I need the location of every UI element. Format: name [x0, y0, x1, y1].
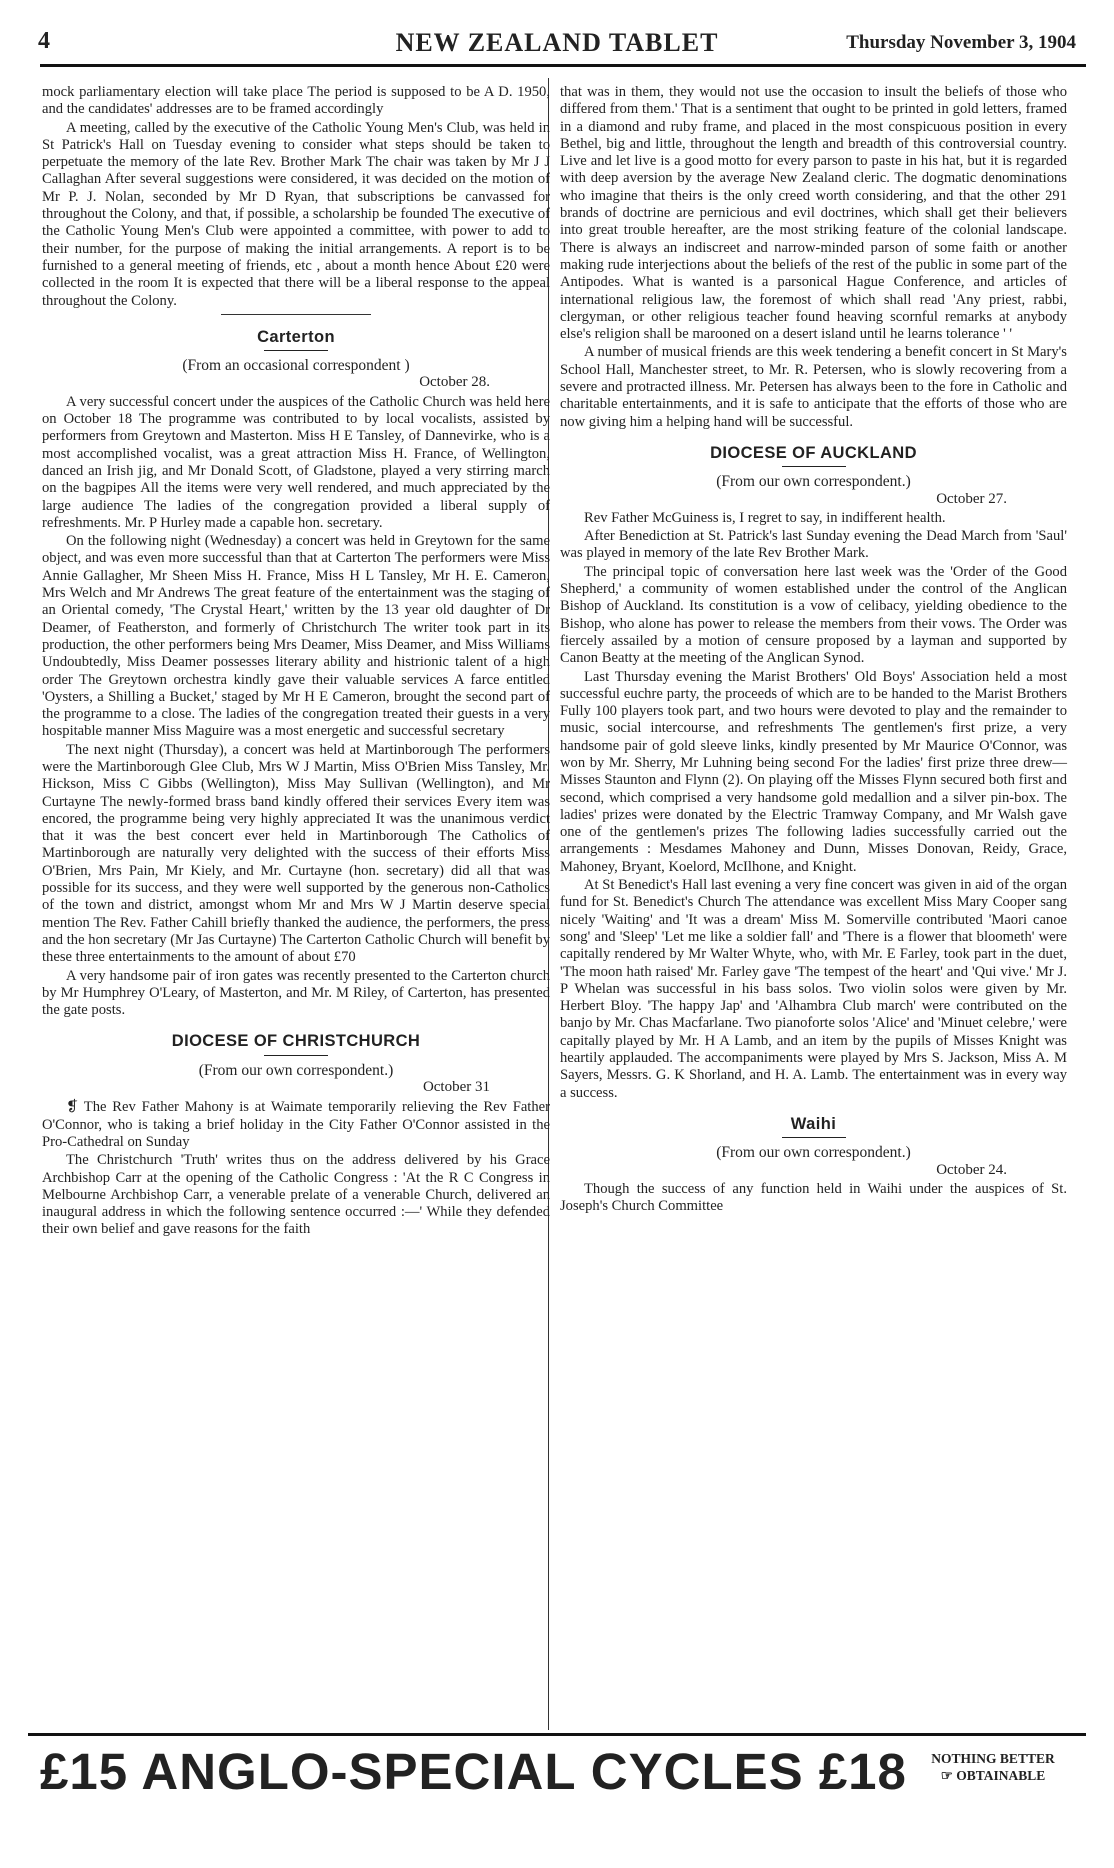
- title-rule: [264, 1055, 328, 1056]
- byline: (From our own correspondent.): [198, 1061, 394, 1079]
- masthead: NEW ZEALAND TABLET: [395, 28, 719, 57]
- article-paragraph: Though the success of any function held in Waihi under the auspices of St. Joseph's Church Committee: [560, 1180, 1067, 1215]
- paragraph-mark-icon: ❡: [66, 1098, 79, 1116]
- article-paragraph: The principal topic of conversation here last week was the 'Order of the Good Shepherd,' a community of women established under the control of the Anglican Bishop of Auckland. Its constitution is a vow of celibacy, yielding obedience to the Bishop, who alone has power to release the members from their vows. The Order was fiercely assailed by a motion of censure proposed by a layman and supported by Canon Beatty at the meeting of the Anglican Synod.: [560, 563, 1067, 667]
- dateline: October 28.: [419, 374, 490, 391]
- left-column: [42, 84, 550, 1240]
- article-paragraph: On the following night (Wednesday) a concert was held in Greytown for the same object, and was even more successful than that at Carterton The performers were Miss Annie Gallagher, Mr Sheen Miss H. France, Miss H L Tansley, Mr H. E. Cameron, Mrs Welch and Mr Andrews The great feature of the entertainment was the staging of an Oriental comedy, 'The Crystal Heart,' written by the 13 year old daughter of Dr Deamer, of Featherston, and formerly of Christchurch The writer took part in its production, the other performers being Mrs Deamer, Miss Deamer, and Miss Williams Undoubtedly, Miss Deamer possesses literary ability and histrionic talent of a high order The Greytown orchestra kindly gave their valuable services A farce entitled 'Oysters, a Shilling a Bucket,' staged by Mr H E Cameron, brought the second part of the programme to a close. The ladies of the congregation treated their guests in a very hospitable manner Miss Maguire was a most energetic and successful secretary: [42, 533, 550, 740]
- section-separator: [221, 314, 371, 315]
- section-title-carterton: Carterton: [257, 327, 335, 346]
- article-paragraph: After Benediction at St. Patrick's last Sunday evening the Dead March from 'Saul' was played in memory of the late Rev Brother Mark.: [560, 528, 1067, 562]
- issue-date: Thursday November 3, 1904: [846, 32, 1076, 53]
- tagline-line-1: NOTHING BETTER: [931, 1751, 1055, 1766]
- article-paragraph: The Christchurch 'Truth' writes thus on the address delivered by his Grace Archbishop Carr at the opening of the Catholic Congress : 'At the R C Congress in Melbourne Archbishop Carr, a venerable prelate of a venerable Church, delivered an inaugural address in which the following sentence occurred :—' While they defended their own belief and gave reasons for the faith: [42, 1152, 550, 1238]
- header-rule: [40, 64, 1086, 67]
- byline: (From an occasional correspondent ): [182, 357, 410, 375]
- footer-rule: [28, 1733, 1086, 1736]
- article-paragraph: that was in them, they would not use the occasion to insult the beliefs of those who differed from them.' That is a sentiment that ought to be printed in gold letters, framed in a diamond and ruby frame, and placed in the most conspicuous position in every Bethel, big and little, throughout the length and breadth of this controversial country. Live and let live is a good motto for every parson to paste in his hat, but it is regarded with deep aversion by the average New Zealand cleric. The dogmatic denominations who imagine that theirs is the only creed worth considering, and that the other 291 brands of doctrine are pernicious and evil doctrines, which shall get their believers into great trouble hereafter, are the most striking feature of the colonial landscape. There is always an indiscreet and narrow-minded parson of some faith or another making rude interjections about the beliefs of the rest of the public in some part of the Antipodes. What is wanted is a parsonical Hague Conference, and articles of international religious law, the foremost of which shall read 'Any priest, rabbi, clergyman, or other religious teacher found heaving scornful remarks at anybody else's religion shall be marooned on a desert island until he learns tolerance ' ': [560, 84, 1067, 343]
- article-paragraph: A very handsome pair of iron gates was recently presented to the Carterton church by Mr Humphrey O'Leary, of Masterton, and Mr. M Riley, of Carterton, has presented the gate posts.: [42, 967, 550, 1019]
- dateline: October 24.: [936, 1161, 1007, 1178]
- byline: (From our own correspondent.): [716, 1144, 911, 1162]
- tagline-line-2: ☞ OBTAINABLE: [940, 1768, 1046, 1783]
- article-paragraph: Rev Father McGuiness is, I regret to say, in indifferent health.: [584, 509, 946, 526]
- page-header: [28, 28, 1086, 66]
- section-title-waihi: Waihi: [790, 1114, 837, 1133]
- article-paragraph: mock parliamentary election will take place The period is supposed to be A D. 1950, and the candidates' addresses are to be framed accordingly: [42, 84, 550, 118]
- article-paragraph: Last Thursday evening the Marist Brothers' Old Boys' Association held a most successful euchre party, the proceeds of which are to be handed to the Marist Brothers Fully 100 players took part, and two hours were devoted to play and the remainder to music, social intercourse, and refreshments The gentlemen's first prize, a very handsome pair of gold sleeve links, kindly presented by Mr Maurice O'Connor, was won by Mr. Sherry, Mr Luhning being second For the ladies' first prize three drew—Misses Staunton and Flynn (2). On playing off the Misses Flynn secured both first and second, which comprised a very handsome gold medallion and a silver pin-box. The ladies' prizes were donated by the Electric Tramway Company, and Mr Walsh gave one of the gentlemen's prizes The following ladies successfully carried out the arrangements : Mesdames Mahoney and Dunn, Misses Donovan, Reidy, Grace, Mahoney, Bryant, Koelord, McIlhone, and Knight.: [560, 668, 1067, 875]
- section-title-christchurch: DIOCESE OF CHRISTCHURCH: [171, 1032, 421, 1051]
- advertisement-headline: £15 ANGLO-SPECIAL CYCLES £18: [40, 1743, 907, 1800]
- title-rule: [782, 466, 846, 467]
- section-title-auckland: DIOCESE OF AUCKLAND: [710, 443, 917, 462]
- advertisement-tagline: [918, 1750, 1068, 1784]
- dateline: October 27.: [936, 490, 1007, 507]
- dateline: October 31: [422, 1079, 490, 1096]
- title-rule: [782, 1137, 846, 1138]
- article-paragraph: A meeting, called by the executive of the Catholic Young Men's Club, was held in St Patrick's Hall on Tuesday evening to consider what steps should be taken to perpetuate the memory of the late Rev. Brother Mark The chair was taken by Mr J J Callaghan After several suggestions were considered, it was decided on the motion of Mr P. J. Nolan, seconded by Mr D Ryan, that subscriptions be canvassed for throughout the Colony, and that, if possible, a scholarship be founded The executive of the Catholic Young Men's Club were appointed a committee, with power to add to their number, for the purpose of making the initial arrangements. A report is to be furnished to a general meeting of friends, etc , about a month hence About £20 were collected in the room It is expected that there will be a liberal response to the appeal throughout the Colony.: [42, 119, 550, 309]
- article-paragraph: At St Benedict's Hall last evening a very fine concert was given in aid of the organ fund for St. Benedict's Church The attendance was excellent Miss Mary Cooper sang nicely 'Waiting' and 'It was a dream' Miss M. Somerville contributed 'Maori canoe song' and 'Sleep' 'Let me like a soldier fall' and 'There is a flower that bloometh' were capitally rendered by Mr Walter Whyte, who, with Mr. E Farley, took part in the duet, 'The moon hath raised' Mr. Farley gave 'The tempest of the heart' and 'Qui vive.' Mr J. P Whelan was successful in his bass solos. Two violin solos were given by Mr. Herbert Bloy. 'The happy Jap' and 'Alhambra Club march' were contributed on the banjo by Mr. Chas Macfarlane. Two pianoforte solos 'Alice' and 'Minuet celebre,' were capitally played by Mr. H A Lamb, and an item by the pupils of Misses Knight was heartily applauded. The accompaniments were played by Mrs S. Jackson, Miss A. M Sayers, Messrs. G. K Shorland, and H. A. Lamb. The entertainment was in every way a success.: [560, 877, 1067, 1101]
- title-rule: [264, 350, 328, 351]
- article-paragraph: The Rev Father Mahony is at Waimate temporarily relieving the Rev Father O'Connor, who is taking a brief holiday in the City Father O'Connor assisted in the Pro-Cathedral on Sunday: [42, 1099, 550, 1150]
- article-paragraph: The next night (Thursday), a concert was held at Martinborough The performers were the Martinborough Glee Club, Mrs W J Martin, Miss O'Brien Miss Tansley, Mr. Hickson, Miss C Gibbs (Wellington), Miss May Sullivan (Wellington), and Mr Curtayne The newly-formed brass band kindly offered their services Every item was encored, the programme being very highly appreciated It was the unanimous verdict that it was the best concert ever held in Martinborough The Catholics of Martinborough are naturally very delighted with the success of their efforts Miss O'Brien, Mrs Pain, Mr Kiely, and Mr. Curtayne (hon. secretary) did all that was possible for its success, and they were well supported by the generous non-Catholics of the town and district, amongst whom Mr and Mrs W J Martin deserve special mention The Rev. Father Cahill briefly thanked the audience, the performers, the press and the hon secretary (Mr Jas Curtayne) The Carterton Catholic Church will benefit by these three entertainments to the amount of about £70: [42, 741, 550, 966]
- article-paragraph: A number of musical friends are this week tendering a benefit concert in St Mary's School Hall, Manchester street, to Mr. R. Petersen, who is slowly recovering from a severe and protracted illness. Mr. Petersen has always been to the fore in Catholic and charitable entertainments, and it is safe to anticipate that the efforts of those who are now giving him a helping hand will be successful.: [560, 344, 1067, 430]
- right-column: [560, 84, 1067, 1216]
- page-number: 4: [38, 28, 50, 54]
- advertisement-banner: [28, 1742, 1086, 1812]
- byline: (From our own correspondent.): [716, 473, 911, 491]
- article-paragraph: A very successful concert under the auspices of the Catholic Church was held here on October 18 The programme was contributed to by local vocalists, assisted by performers from Greytown and Masterton. Miss H E Tansley, of Dannevirke, who is a most accomplished vocalist, was a great attraction Miss H. France, of Wellington, danced an Irish jig, and Mr Donald Scott, of Gladstone, played a very stirring march on the bagpipes All the items were very well rendered, and much appreciated by the large audience The ladies of the congregation provided a liberal supply of refreshments. Mr. P Hurley made a capable hon. secretary.: [42, 393, 550, 531]
